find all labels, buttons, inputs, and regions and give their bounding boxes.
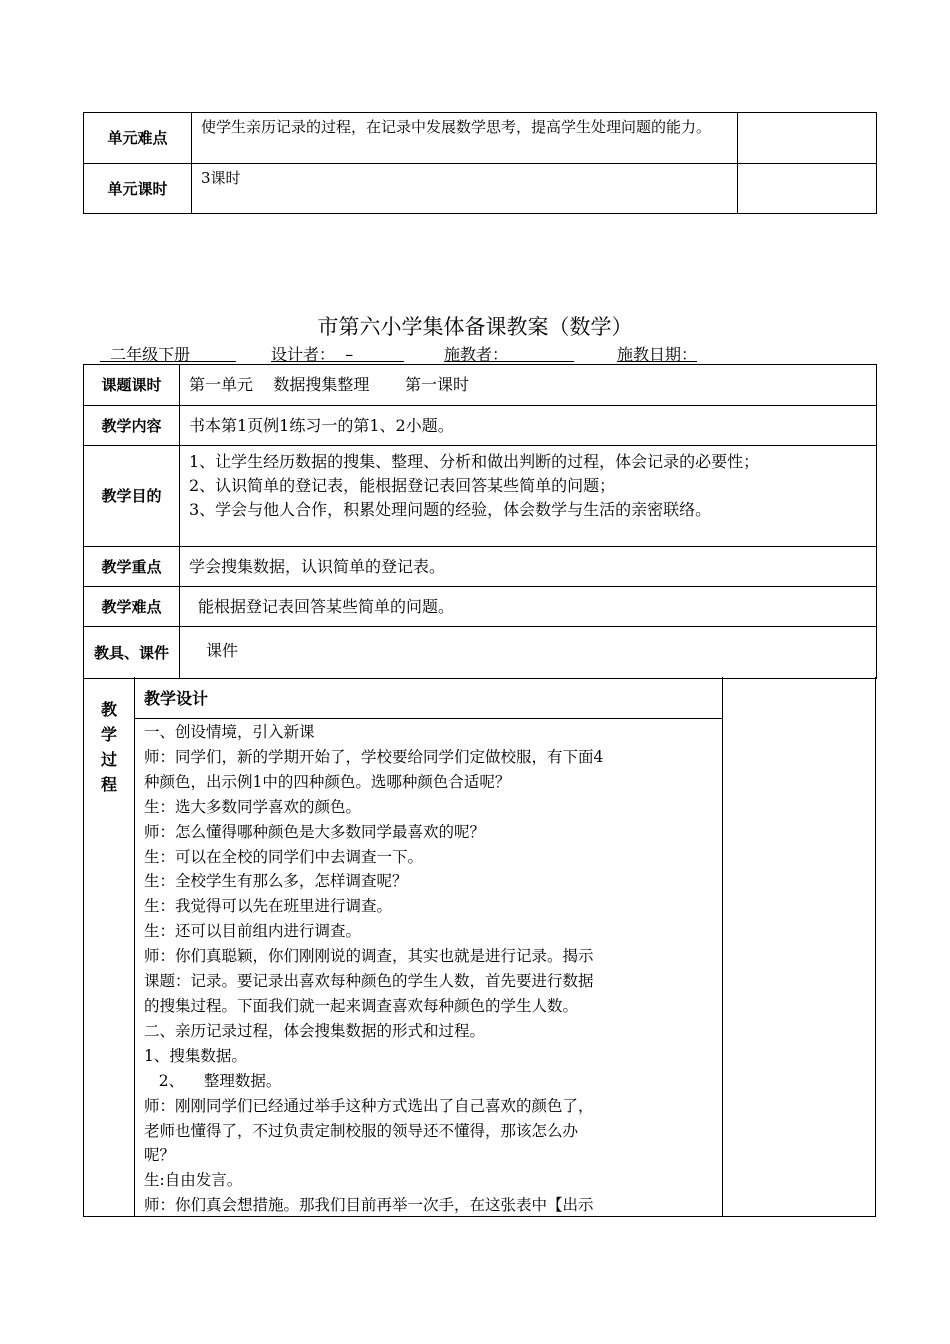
- content-value: 书本第1页例1练习一的第1、2小题。: [180, 406, 877, 446]
- objective-1: 1、让学生经历数据的搜集、整理、分析和做出判断的过程，体会记录的必要性；: [189, 452, 760, 471]
- key-point-label: 教学重点: [84, 547, 180, 587]
- process-line: 生：全校学生有那么多，怎样调查呢？: [144, 872, 408, 891]
- process-side-label: 教 学 过 程: [100, 700, 117, 794]
- process-body: [144, 720, 719, 1218]
- unit-difficulty-extra: [738, 113, 877, 164]
- process-line: 师：怎么懂得哪种颜色是大多数同学最喜欢的呢？: [144, 822, 486, 841]
- process-line: 1、搜集数据。: [144, 1046, 247, 1065]
- process-line: 生：选大多数同学喜欢的颜色。: [144, 797, 362, 816]
- objectives-label: 教学目的: [84, 446, 180, 547]
- process-line: 师：你们真聪颖，你们刚刚说的调查，其实也就是进行记录。揭示: [144, 947, 594, 966]
- process-header: 教学设计: [144, 689, 209, 708]
- topic-label: 课题课时: [84, 365, 180, 406]
- process-line: 的搜集过程。下面我们就一起来调查喜欢每种颜色的学生人数。: [144, 996, 579, 1015]
- date-field: 施教日期：: [617, 345, 698, 364]
- unit-hours-content: 3课时: [192, 164, 738, 214]
- objective-3: 3、学会与他人合作，积累处理问题的经验，体会数学与生活的亲密联络。: [189, 500, 712, 519]
- process-line: 课题：记录。要记录出喜欢每种颜色的学生人数，首先要进行数据: [144, 972, 594, 991]
- process-line: 生：我觉得可以先在班里进行调查。: [144, 897, 393, 916]
- unit-hours-label: 单元课时: [84, 164, 192, 214]
- objective-2: 2、认识简单的登记表，能根据登记表回答某些简单的问题；: [189, 476, 616, 495]
- process-line: 生:自由发言。: [144, 1171, 243, 1190]
- lesson-plan-table: [83, 364, 877, 679]
- process-line: 呢？: [144, 1146, 176, 1165]
- process-line: 老师也懂得了，不过负责定制校服的领导还不懂得，那该怎么办: [144, 1121, 579, 1140]
- process-line: 生：可以在全校的同学们中去调查一下。: [144, 847, 424, 866]
- process-line: 师：你们真会想措施。那我们目前再举一次手，在这张表中【出示: [144, 1196, 594, 1215]
- topic-content: 第一单元 数据搜集整理 第一课时: [180, 365, 877, 406]
- process-line: 二、亲历记录过程，体会搜集数据的形式和过程。: [144, 1021, 486, 1040]
- process-line: 种颜色，出示例1中的四种颜色。选哪种颜色合适呢？: [144, 772, 511, 791]
- teacher-field: 施教者：: [444, 345, 509, 364]
- key-point-content: 学会搜集数据，认识简单的登记表。: [180, 547, 877, 587]
- grade-text: 二年级下册: [110, 345, 191, 364]
- page-title: 市第六小学集体备课教案（数学）: [317, 315, 633, 339]
- unit-table: [83, 112, 877, 214]
- unit-difficulty-label: 单元难点: [84, 113, 192, 164]
- content-label: 教学内容: [84, 406, 180, 446]
- process-line: 一、创设情境，引入新课: [144, 723, 315, 741]
- process-line: 2、 整理数据。: [144, 1071, 282, 1090]
- process-line: 生：还可以目前组内进行调查。: [144, 922, 362, 941]
- unit-hours-extra: [738, 164, 877, 214]
- designer-field: 设计者： –: [271, 345, 354, 364]
- materials-label: 教具、课件: [84, 627, 180, 679]
- difficulty-content: 能根据登记表回答某些简单的问题。: [180, 587, 877, 627]
- process-section: [83, 677, 876, 1217]
- process-line: 师：同学们，新的学期开始了，学校要给同学们定做校服，有下面4: [144, 747, 604, 766]
- objectives-content: [180, 446, 877, 547]
- process-line: 师：刚刚同学们已经通过举手这种方式选出了自己喜欢的颜色了，: [144, 1096, 594, 1115]
- materials-content: 课件: [180, 627, 877, 679]
- unit-difficulty-content: 使学生亲历记录的过程，在记录中发展数学思考，提高学生处理问题的能力。: [192, 113, 738, 164]
- difficulty-label: 教学难点: [84, 587, 180, 627]
